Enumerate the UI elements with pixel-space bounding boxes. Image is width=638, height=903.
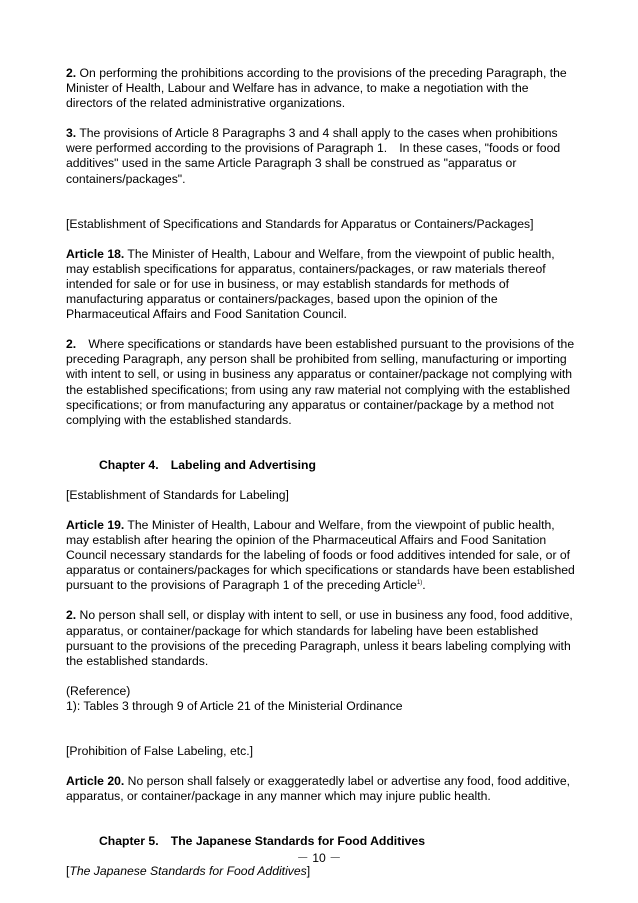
article-19 xyxy=(66,518,576,593)
heading-article-20: [Prohibition of False Labeling, etc.] xyxy=(66,744,253,758)
article-text: No person shall falsely or exaggeratedly label or advertise any food, food additive, apparatus, or container/package in any manner which may injure public health. xyxy=(66,774,571,804)
article-text: The Minister of Health, Labour and Welfare, from the viewpoint of public health, may establish after hearing the opinion of the Pharmaceutical Affairs and Food Sanitation Council necessary standards for the labeling of foods or food additives intended for sale, or of apparatus or containers/packages for which specifications or standards have been established pursuant to the provisions of Paragraph 1 of the preceding Article xyxy=(66,517,575,593)
footnote-ref: 1) xyxy=(416,580,423,587)
article-number: Article 19. xyxy=(66,517,125,532)
page-number: － 10 － xyxy=(296,851,342,865)
reference-line: 1): Tables 3 through 9 of Article 21 of the Ministerial Ordinance xyxy=(66,698,403,713)
paragraph-17-3 xyxy=(66,126,576,186)
article-18 xyxy=(66,247,576,322)
paragraph-17-2 xyxy=(66,66,576,111)
article-number: Article 20. xyxy=(66,774,125,789)
article-end: . xyxy=(422,578,426,593)
document-page xyxy=(66,66,576,879)
article-text: The Minister of Health, Labour and Welfare, from the viewpoint of public health, may establish specifications for apparatus, containers/packages, or raw materials thereof intended for sale or for use in business, or may establish standards for methods of manufacturing apparatus or containers/packages, based upon the opinion of the Pharmaceutical Affairs and Food Sanitation Council. xyxy=(66,246,555,322)
heading-article-19: [Establishment of Standards for Labeling] xyxy=(66,487,289,502)
paragraph-text: Where specifications or standards have been established pursuant to the provisions of the preceding Paragraph, any person shall be prohibited from selling, manufacturing or importing with intent to sell, or using in business any apparatus or container/package not complying with the established specifications; from using any raw material not complying with the established specifications; or from manufacturing any apparatus or container/package by a method not complying with the established standards. xyxy=(66,337,575,427)
article-20 xyxy=(66,774,576,804)
paragraph-number: 3. xyxy=(66,126,77,141)
bracket-open: [ xyxy=(66,864,70,879)
reference-label: (Reference) xyxy=(66,683,131,698)
paragraph-text: The provisions of Article 8 Paragraphs 3 and 4 shall apply to the cases when prohibitions were performed according to the provisions of Paragraph 1. In these cases, "foods or food additives" used in the same Article Paragraph 3 shall be construed as "apparatus or containers/packages". xyxy=(66,126,561,186)
paragraph-number: 2. xyxy=(66,337,77,352)
bracket-close: ] xyxy=(306,864,311,879)
paragraph-19-2 xyxy=(66,608,576,668)
heading-title: The Japanese Standards for Food Additives xyxy=(69,864,307,879)
paragraph-number: 2. xyxy=(66,66,77,80)
heading-article-21 xyxy=(66,864,576,879)
paragraph-text: No person shall sell, or display with intent to sell, or use in business any food, food additive, apparatus, or container/package for which standards for labeling have been established pursuant to the provisions of the preceding Paragraph, unless it bears labeling complying with the established standards. xyxy=(66,608,573,668)
chapter-5-heading: Chapter 5. The Japanese Standards for Food Additives xyxy=(99,834,425,849)
paragraph-number: 2. xyxy=(66,608,77,623)
heading-article-18: [Establishment of Specifications and Standards for Apparatus or Containers/Packages] xyxy=(66,216,534,231)
chapter-4-heading: Chapter 4. Labeling and Advertising xyxy=(99,457,316,472)
paragraph-text: On performing the prohibitions according to the provisions of the preceding Paragraph, the Minister of Health, Labour and Welfare has in advance, to make a negotiation with the directors of the related administrative organizations. xyxy=(66,66,567,111)
paragraph-18-2 xyxy=(66,337,576,428)
article-number: Article 18. xyxy=(66,246,125,261)
